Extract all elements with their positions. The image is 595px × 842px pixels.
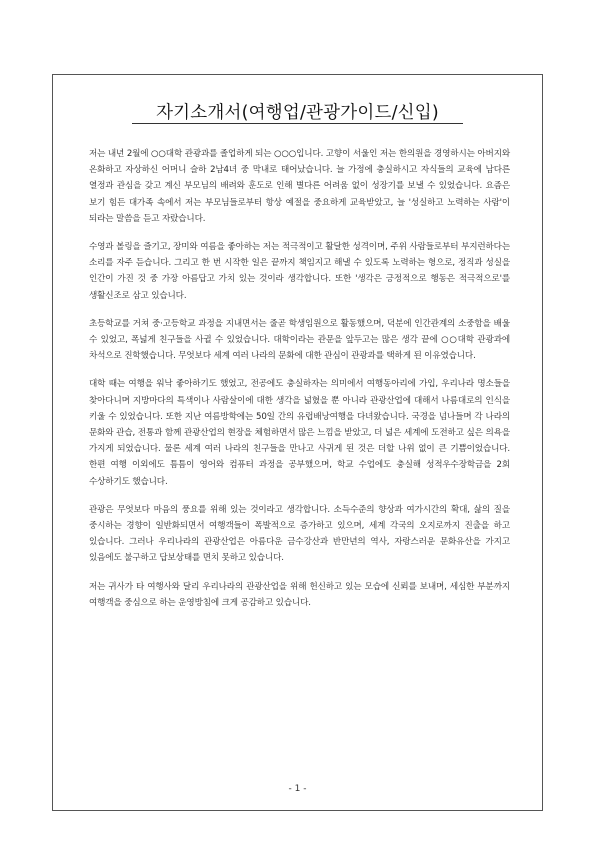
document-title: 자기소개서(여행업/관광가이드/신입) [156, 103, 439, 123]
paragraph-schooling: 초등학교를 거쳐 중·고등학교 과정을 지내면서는 줄곧 학생임원으로 활동했으며, 덕분에 인간관계의 소중함을 배울 수 있었고, 폭넓게 친구들을 사귈 수 있었습니다. 대학이라는 관문을 앞두고는 많은 생각 끝에 ○○대학 관광과에 차석으로 진학했습니다. 무엇보다 세계 여러 나라의 문화에 대한 관심이 관광과를 택하게 된 이유였습니다. [89, 318, 510, 362]
paragraph-university: 대학 때는 여행을 워낙 좋아하기도 했었고, 전공에도 충실하자는 의미에서 여행동아리에 가입, 우리나라 명소들을 찾아다니며 지방마다의 특색이나 사람살이에 대한 생각을 넓혔을 뿐 아니라 관광산업에 대해서 나름대로의 인식을 키울 수 있었습니다. 또한 지난 여름방학에는 50일 간의 유럽배낭여행을 다녀왔습니다. 국경을 넘나들며 각 나라의 문화와 관습, 전통과 함께 관광산업의 현장을 체험하면서 많은 느낌을 받았고, 더 넓은 세계에 도전하고 싶은 의욕을 가지게 되었습니다. 물론 세계 여러 나라의 친구들을 만나고 사귀게 된 것은 더할 나위 없이 큰 기쁨이었습니다. 한편 여행 이외에도 틈틈이 영어와 컴퓨터 과정을 공부했으며, 학교 수업에도 충실해 성적우수장학금을 2회 수상하기도 했습니다. [89, 379, 510, 487]
title-underline [132, 123, 463, 124]
document-body [89, 146, 510, 623]
paragraph-family: 저는 내년 2월에 ○○대학 관광과를 졸업하게 되는 ○○○입니다. 고향이 서울인 저는 한의원을 경영하시는 아버지와 온화하고 자상하신 어머니 슬하 2남4녀 중 막내로 태어났습니다. 늘 가정에 충실하시고 자식들의 교육에 남다른 열정과 관심을 갖고 계신 부모님의 배려와 훈도로 인해 별다른 어려움 없이 성장기를 보낼 수 있었습니다. 요즘은 보기 힘든 대가족 속에서 저는 부모님들로부터 항상 예절을 중요하게 교육받았고, 늘 '성실하고 노력하는 사람'이 되라는 말씀을 듣고 자랐습니다. [89, 149, 510, 224]
paragraph-motivation: 저는 귀사가 타 여행사와 달리 우리나라의 관광산업을 위해 헌신하고 있는 모습에 신뢰를 보내며, 세심한 부분까지 여행객을 중심으로 하는 운영방침에 크게 공감하고 있습니다. [89, 581, 510, 608]
paragraph-personality: 수영과 볼링을 즐기고, 장미와 여름을 좋아하는 저는 적극적이고 활달한 성격이며, 주위 사람들로부터 부지런하다는 소리를 자주 듣습니다. 그리고 한 번 시작한 일은 끝까지 책임지고 해낼 수 있도록 노력하는 형으로, 정직과 성실을 인간이 가진 것 중 가장 아름답고 가치 있는 것이라 생각합니다. 또한 '생각은 긍정적으로 행동은 적극적으로'를 생활신조로 삼고 있습니다. [89, 242, 510, 301]
page-number: - 1 - [288, 784, 307, 794]
paragraph-tourism-view: 관광은 무엇보다 마음의 풍요를 위해 있는 것이라고 생각합니다. 소득수준의 향상과 여가시간의 확대, 삶의 질을 중시하는 경향이 일반화되면서 여행객들이 폭발적으로 증가하고 있으며, 세계 각국의 오지로까지 진출을 하고 있습니다. 그러나 우리나라의 관광산업은 아름다운 금수강산과 반만년의 역사, 자랑스러운 문화유산을 가지고 있음에도 불구하고 답보상태를 면치 못하고 있습니다. [89, 504, 510, 564]
